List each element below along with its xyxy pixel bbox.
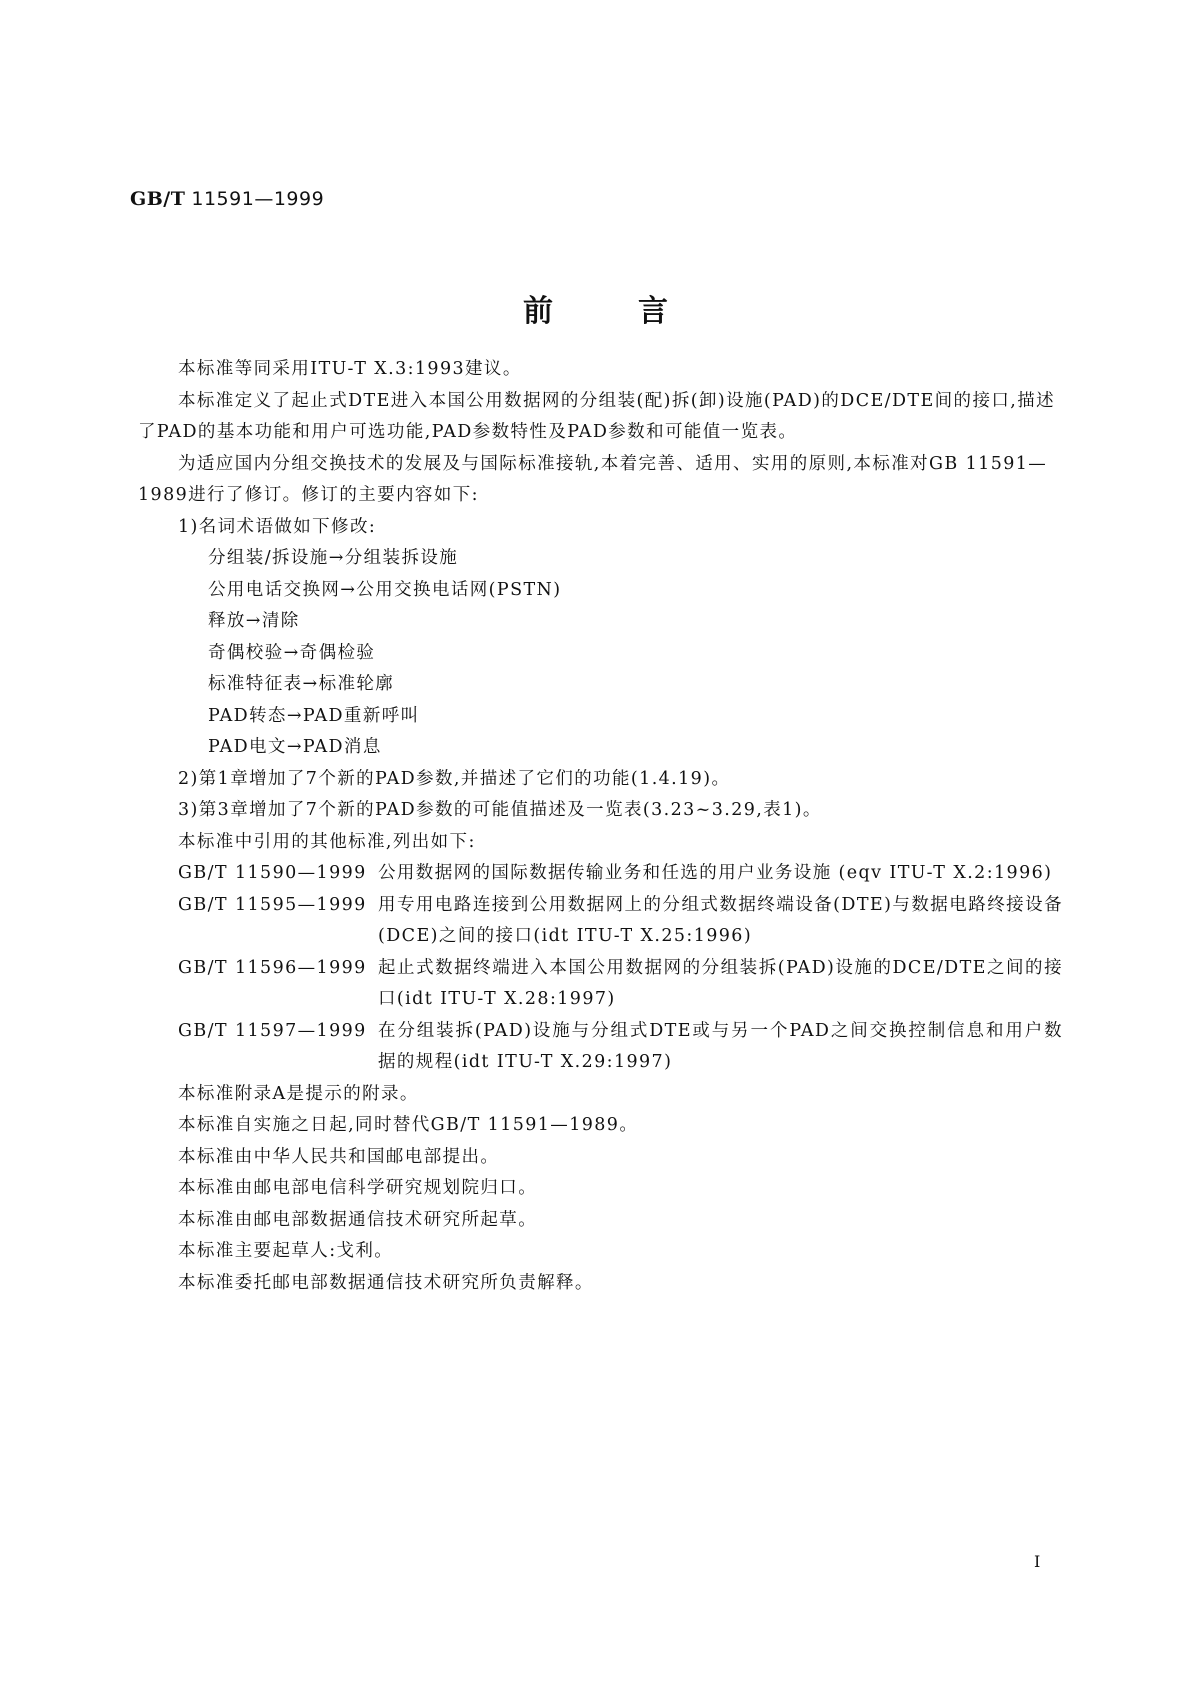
- closing-statement-replacement: 本标准自实施之日起,同时替代GB/T 11591—1989。: [178, 1115, 639, 1135]
- term-change-item: 奇偶校验→奇偶检验: [208, 642, 376, 663]
- standard-prefix: GB/T: [130, 188, 186, 210]
- reference-title: 起止式数据终端进入本国公用数据网的分组装拆(PAD)设施的DCE/DTE之间的接口(idt ITU-T X.28:1997): [378, 957, 1063, 1009]
- reference-code: GB/T 11596—1999: [178, 957, 367, 978]
- reference-row: [178, 890, 1063, 953]
- reference-code: GB/T 11597—1999: [178, 1020, 367, 1041]
- paragraph-definition: 本标准定义了起止式DTE进入本国公用数据网的分组装(配)拆(卸)设施(PAD)的DCE/DTE间的接口,描述了PAD的基本功能和用户可选功能,PAD参数特性及PAD参数和可能值一览表。: [138, 390, 1056, 442]
- reference-row: [178, 1016, 1063, 1079]
- closing-statement-centralized: 本标准由邮电部电信科学研究规划院归口。: [178, 1178, 538, 1198]
- list-item-chapter3: 3)第3章增加了7个新的PAD参数的可能值描述及一览表(3.23~3.29,表1)。: [178, 800, 822, 820]
- reference-title: 公用数据网的国际数据传输业务和任选的用户业务设施 (eqv ITU-T X.2:1996): [378, 863, 1053, 883]
- term-change-item: PAD转态→PAD重新呼叫: [208, 705, 420, 726]
- paragraph-adoption: 本标准等同采用ITU-T X.3:1993建议。: [178, 359, 522, 379]
- standard-number: 11591—1999: [191, 188, 325, 210]
- referenced-standards-intro: 本标准中引用的其他标准,列出如下:: [178, 831, 476, 852]
- reference-row: [178, 858, 1063, 890]
- term-change-item: 释放→清除: [208, 611, 300, 631]
- foreword-body: [138, 354, 1063, 1299]
- closing-statement-proposer: 本标准由中华人民共和国邮电部提出。: [178, 1146, 500, 1167]
- page-number: I: [1034, 1552, 1041, 1571]
- list-item-terms-heading: 1)名词术语做如下修改:: [178, 516, 377, 537]
- page-title: 前言: [523, 294, 753, 329]
- term-change-item: 标准特征表→标准轮廓: [208, 674, 395, 694]
- reference-title: 在分组装拆(PAD)设施与分组式DTE或与另一个PAD之间交换控制信息和用户数据的规程(idt ITU-T X.29:1997): [378, 1020, 1063, 1072]
- reference-title: 用专用电路连接到公用数据网上的分组式数据终端设备(DTE)与数据电路终接设备(DCE)之间的接口(idt ITU-T X.25:1996): [378, 894, 1063, 946]
- reference-row: [178, 953, 1063, 1016]
- reference-code: GB/T 11595—1999: [178, 894, 367, 915]
- document-code-header: [130, 188, 324, 210]
- list-item-chapter1: 2)第1章增加了7个新的PAD参数,并描述了它们的功能(1.4.19)。: [178, 768, 731, 789]
- term-change-item: 分组装/拆设施→分组装拆设施: [208, 548, 459, 568]
- closing-statement-authors: 本标准主要起草人:戈利。: [178, 1241, 394, 1261]
- closing-statement-interpretation: 本标准委托邮电部数据通信技术研究所负责解释。: [178, 1272, 594, 1293]
- closing-statement-appendix: 本标准附录A是提示的附录。: [178, 1083, 419, 1104]
- reference-code: GB/T 11590—1999: [178, 863, 367, 883]
- referenced-standards-list: [138, 858, 1063, 1079]
- paragraph-revision: 为适应国内分组交换技术的发展及与国际标准接轨,本着完善、适用、实用的原则,本标准对GB 11591—1989进行了修订。修订的主要内容如下:: [138, 453, 1048, 505]
- term-change-item: PAD电文→PAD消息: [208, 737, 382, 757]
- term-change-item: 公用电话交换网→公用交换电话网(PSTN): [208, 579, 562, 600]
- closing-statement-drafter: 本标准由邮电部数据通信技术研究所起草。: [178, 1209, 538, 1230]
